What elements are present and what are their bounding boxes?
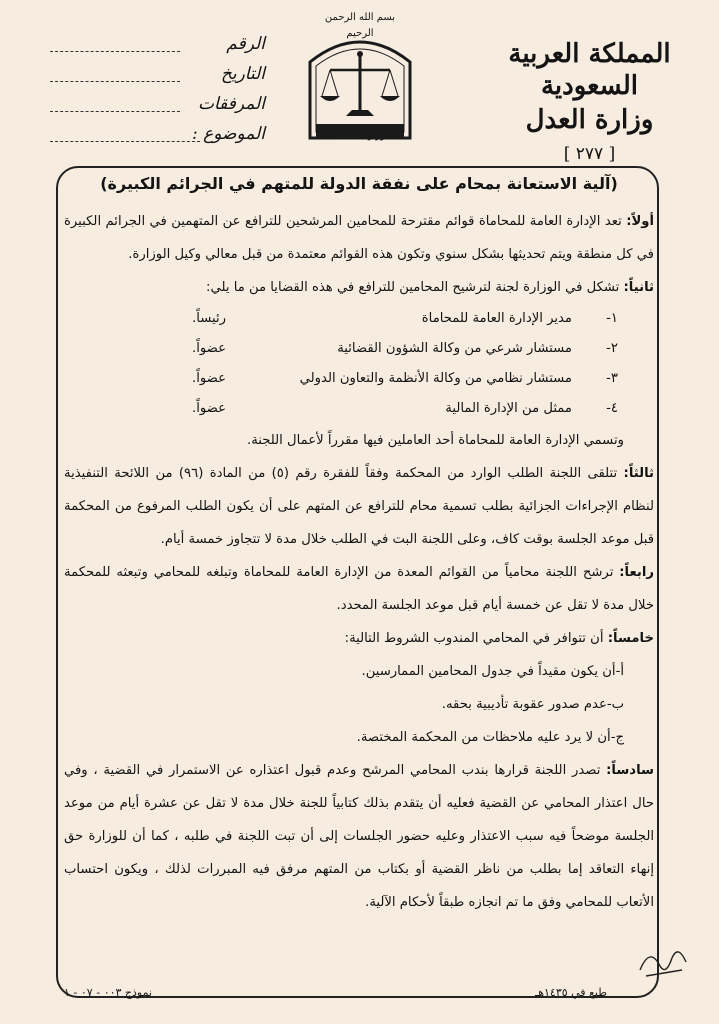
letterhead-fields [50,32,265,152]
document-body [64,174,654,919]
clause-fifth [64,622,654,655]
clause-fifth-text: أن تتوافر في المحامي المندوب الشروط التالية: [344,631,608,646]
signature-mark [636,940,692,984]
committee-member [64,394,654,424]
field-number-line [50,51,180,52]
condition-item: ب-عدم صدور عقوبة تأديبية بحقه. [441,697,624,712]
field-attachments-label: المرفقات [197,94,265,114]
field-attachments-line [50,111,180,112]
field-subject-line [50,141,200,142]
member-name: مستشار نظامي من وكالة الأنظمة والتعاون الدولي [299,371,572,386]
clause-first-head: أولاً: [626,214,654,229]
ministry-name: وزارة العدل [525,105,654,135]
clause-second [64,271,654,304]
letterhead-right [482,38,697,164]
clause-sixth-text: تصدر اللجنة قرارها بندب المحامي المرشح وعدم قبول اعتذاره عن الاستمرار في القضية ، وفي حال اعتذار المحامي عن القضية فعليه أن يتقدم بذلك كتابياً للجنة خلال مدة لا تقل عن عشرة أيام من موعد الجلسة موضحاً فيه سبب الاعتذار وعليه حضور الجلسات إلى أن تبت اللجنة في طلبه ، كما أن للوزارة حق إنهاء التعاقد إما بطلب من ناظر القضية أو بكتاب من المتهم مرفق فيه المبررات لذلك ، ويكون احتساب الأتعاب للمحامي وفق ما تم انجازه طبقاً لأحكام الآلية. [64,763,654,910]
field-subject-label: الموضوع : [191,124,265,144]
clause-sixth [64,754,654,919]
committee-member [64,304,654,334]
member-name: مدير الإدارة العامة للمحاماة [421,311,572,326]
form-code: نموذج ٠٠٣ - ٠٧ - ١ [64,986,153,999]
committee-member [64,364,654,394]
clause-fifth-head: خامساً: [607,631,654,646]
kingdom-name: المملكة العربية السعودية [508,39,671,101]
reference-number: [ ٢٧٧ ] [563,144,616,164]
committee-note: وتسمي الإدارة العامة للمحاماة أحد العاملين فيها مقرراً لأعمال اللجنة. [247,433,624,448]
clause-first-text: تعد الإدارة العامة للمحاماة قوائم مقترحة للمحامين المرشحين للترافع عن المتهمين في الجرائم الكبيرة في كل منطقة ويتم تحديثها بشكل سنوي وتكون هذه القوائم معتمدة من قبل معالي وكيل الوزارة. [64,214,654,262]
print-year: طبع في ١٤٣٥هـ [534,986,607,999]
condition-item: أ-أن يكون مقيداً في جدول المحامين الممارسين. [361,664,624,679]
field-number-label: الرقم [226,34,265,54]
field-number [50,32,265,62]
clause-second-head: ثانياً: [623,280,654,295]
field-subject [50,122,265,152]
clause-third-text: تتلقى اللجنة الطلب الوارد من المحكمة وفقاً للفقرة رقم (٥) من المادة (٩٦) من اللائحة التنفيذية لنظام الإجراءات الجزائية بطلب تسمية محام للترافع عن المتهم على أن يكون الطلب المرفوع من المحكمة قبل موعد الجلسة بوقت كاف، وعلى اللجنة البت في الطلب خلال مدة لا تتجاوز خمسة أيام. [64,466,654,547]
member-role: عضواً. [192,341,226,356]
member-name: مستشار شرعي من وكالة الشؤون القضائية [337,341,572,356]
member-number: ٤- [606,401,618,416]
clause-fourth-head: رابعاً: [619,565,654,580]
clause-sixth-head: سادساً: [606,763,654,778]
field-date-label: التاريخ [220,64,265,84]
member-role: عضواً. [192,401,226,416]
emblem-basmala: بسم الله الرحمن الرحيم [324,12,396,39]
field-attachments [50,92,265,122]
clause-third-head: ثالثاً: [623,466,655,481]
document-title: (آلية الاستعانة بمحام على نفقة الدولة للمتهم في الجرائم الكبيرة) [100,174,618,193]
clause-second-text: تشكل في الوزارة لجنة لترشيح المحامين للترافع في هذه القضايا من ما يلي: [206,280,624,295]
emblem-caption: وزارة العدل [336,130,386,141]
clause-fourth-text: ترشح اللجنة محامياً من القوائم المعدة من الإدارة العامة للمحاماة وتبلغه للمحامي وتبعثه للمحكمة خلال مدة لا تقل عن خمسة أيام قبل موعد الجلسة المحدد. [64,565,654,613]
field-date [50,62,265,92]
member-role: رئيساً. [192,311,226,326]
member-number: ٢- [606,341,618,356]
member-number: ١- [606,311,618,326]
clause-fourth [64,556,654,622]
member-role: عضواً. [192,371,226,386]
clause-third [64,457,654,556]
member-name: ممثل من الإدارة المالية [445,401,572,416]
condition-item: ج-أن لا يرد عليه ملاحظات من المحكمة المختصة. [356,730,624,745]
committee-member [64,334,654,364]
field-date-line [50,81,180,82]
clause-first [64,205,654,271]
ministry-emblem [300,10,420,150]
member-number: ٣- [606,371,618,386]
